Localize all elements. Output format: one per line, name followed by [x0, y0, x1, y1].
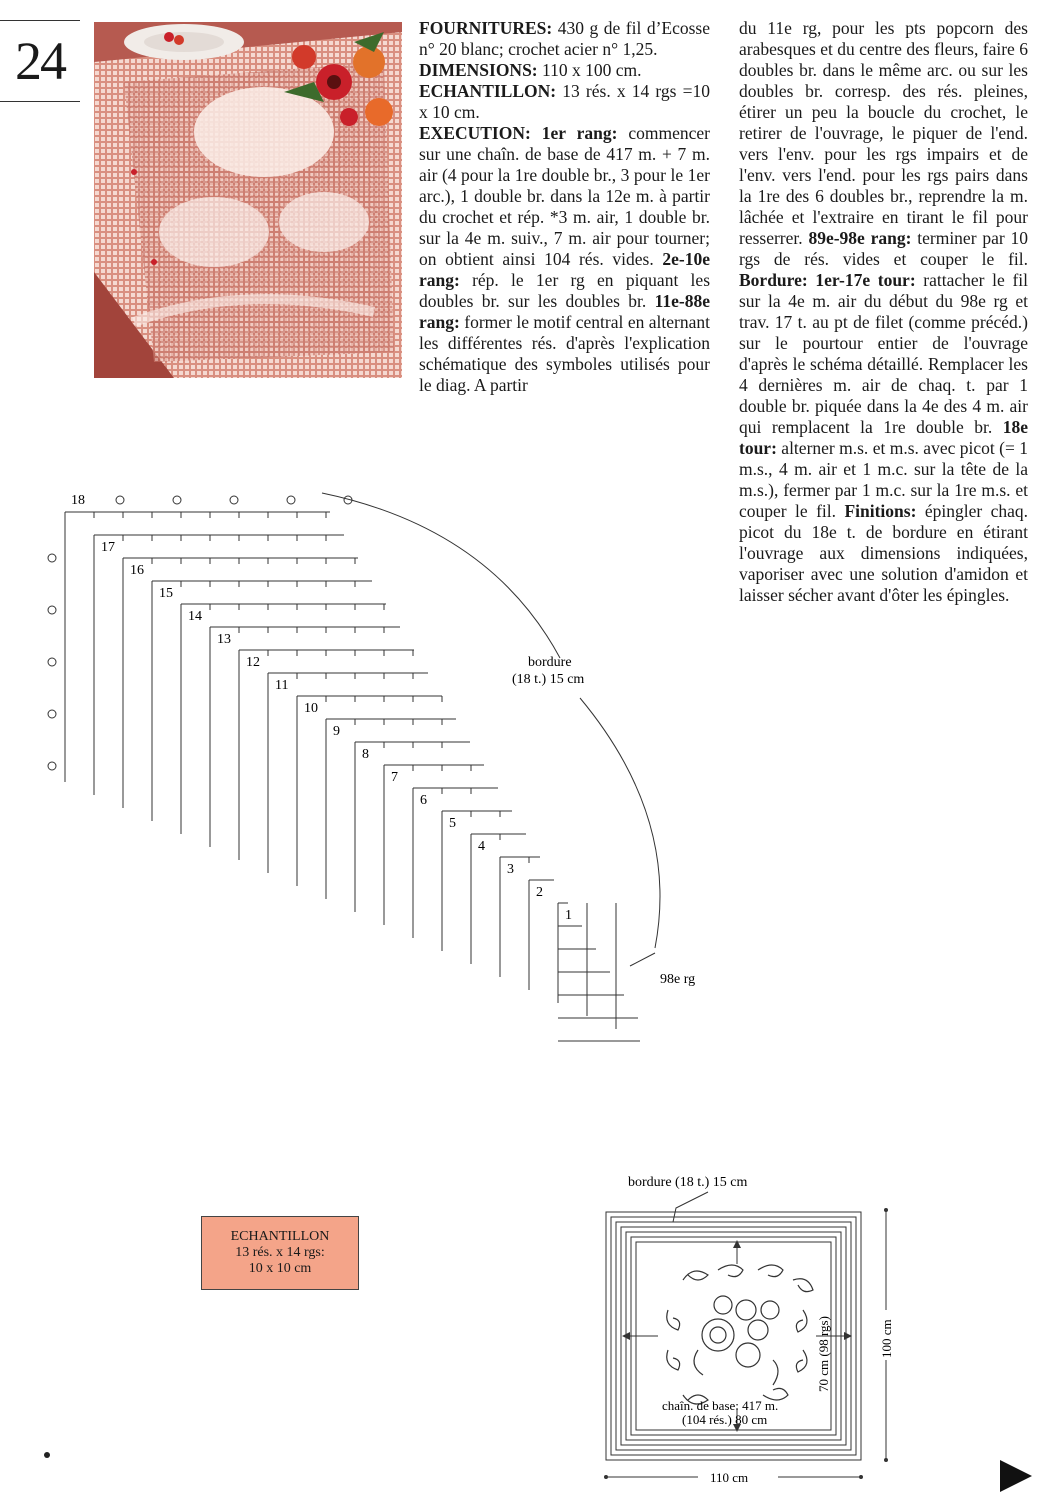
- round-label: 12: [246, 655, 260, 670]
- rows-11-88-text: former le motif central en alternant les différentes rés. d'après l'explication schématique des symboles utilisés pour le diag. A partir: [419, 312, 710, 395]
- supplies-label: FOURNITURES:: [419, 18, 553, 38]
- round-label: 14: [188, 609, 202, 624]
- tablecloth-photo: [94, 22, 402, 378]
- round-label: 13: [217, 632, 231, 647]
- rows-2-10-label: 2e-10e rang:: [419, 249, 710, 290]
- execution-text: commencer sur une chaîn. de base de 417 m. + 7 m. air (4 pour la 1re double br., 3 pour le 1er arc.), 1 double br. dans la 12e m. à partir du crochet et rép. *3 m. air, 1 double br. sur la 4e m. suiv., 7 m. air pour tourner; on obtient ainsi 104 rés. vides.: [419, 123, 710, 269]
- picot-mark: [48, 762, 56, 770]
- picot-mark: [230, 496, 238, 504]
- round-label: 18: [71, 493, 85, 508]
- finishing-label: Finitions:: [836, 501, 917, 521]
- sample-box-size: 10 x 10 cm: [248, 1261, 312, 1276]
- layout-schema: [598, 1170, 898, 1490]
- sample-box-gauge: 13 rés. x 14 rgs:: [235, 1245, 325, 1260]
- round-label: 3: [507, 862, 514, 877]
- finishing-text: épingler chaq. picot du 18e t. de bordure en étirant l'ouvrage aux dimensions indiquées, vaporiser avec une solution d'amidon et laisser sécher avant d'ôter les épingles.: [739, 501, 1028, 605]
- next-page-arrow-icon[interactable]: [998, 1458, 1034, 1494]
- round-18-label: 18e tour:: [739, 417, 1028, 458]
- picot-mark: [116, 496, 124, 504]
- picot-mark: [173, 496, 181, 504]
- schema-inner-height: 70 cm (98 rgs): [816, 1316, 831, 1392]
- rows-89-98-text: terminer par 10 rgs de rés. vides et couper le fil.: [739, 228, 1028, 269]
- sample-box-title: ECHANTILLON: [230, 1229, 330, 1244]
- round-label: 5: [449, 816, 456, 831]
- round-label: 8: [362, 747, 369, 762]
- schema-base-chain-line1: chaîn. de base: 417 m.: [662, 1398, 779, 1413]
- bordure-curve-upper: [322, 493, 560, 658]
- schema-outer-height: 100 cm: [879, 1319, 894, 1358]
- round-label: 4: [478, 839, 485, 854]
- round-label: 9: [333, 724, 340, 739]
- rose-motif: [667, 1265, 813, 1404]
- popcorn-text: du 11e rg, pour les pts popcorn des arabesques et du centre des fleurs, faire 6 doubles br. dans le même arc. ou sur les doubles br. corresp. des rés. pleines, étirer un peu la boucle du crochet, le retirer de l'ouvrage, le piquer de l'end. vers l'env. pour les rgs impairs et de l'env. vers l'end. pour les rgs pairs dans la 1re des 6 doubles br., reprendre la m. lâchée et l'extraire en tirant le fil pour resserrer.: [739, 18, 1028, 248]
- execution-label: EXECUTION: 1er rang:: [419, 123, 618, 143]
- bordure-curve-lower: [580, 698, 660, 948]
- schema-bordure-label: bordure (18 t.) 15 cm: [628, 1175, 748, 1190]
- round-label: 10: [304, 701, 318, 716]
- round-label: 17: [101, 540, 115, 555]
- round-18-text: alterner m.s. et m.s. avec picot (= 1 m.s., 4 m. air et 1 m.c. sur la tête de la m.s.), fermer par 1 m.c. sur la 1re m.s. et couper le fil.: [739, 438, 1028, 521]
- round-label: 16: [130, 563, 144, 578]
- round-label: 6: [420, 793, 427, 808]
- sample-box: [201, 1216, 359, 1290]
- round-label: 7: [391, 770, 398, 785]
- row-98-label: 98e rg: [660, 972, 696, 987]
- picot-mark: [48, 606, 56, 614]
- picot-mark: [48, 554, 56, 562]
- border-label: Bordure: 1er-17e tour:: [739, 270, 916, 290]
- border-text: rattacher le fil sur la 4e m. air du début du 98e rg et trav. 17 t. au pt de filet (comme précéd.) sur le pourtour entier de l'ouvrage d'après le schéma détaillé. Remplacer les 4 dernières m. air de chaq. t. par 1 double br. piquée dans la 4e des 4 m. air qui remplacent la 1re double br.: [739, 270, 1028, 437]
- page-mark: [44, 1452, 50, 1458]
- picot-mark: [48, 710, 56, 718]
- rows-89-98-label: 89e-98e rang:: [802, 228, 912, 248]
- round-label: 15: [159, 586, 173, 601]
- schema-outer-width: 110 cm: [710, 1470, 749, 1485]
- rows-2-10-text: rép. le 1er rg en piquant les doubles br. sur les doubles br.: [419, 270, 710, 311]
- bordure-label-line1: bordure: [528, 655, 572, 670]
- supplies-text: 430 g de fil d’Ecosse n° 20 blanc; crochet acier n° 1,25.: [419, 18, 710, 59]
- crochet-chart: [40, 488, 720, 1068]
- instructions-column-2: [739, 18, 1028, 606]
- instructions-column-1: [419, 18, 710, 396]
- picot-mark: [287, 496, 295, 504]
- round-label: 2: [536, 885, 543, 900]
- dimensions-text: 110 x 100 cm.: [537, 60, 642, 80]
- dimensions-label: DIMENSIONS:: [419, 60, 538, 80]
- gauge-label: ECHANTILLON:: [419, 81, 557, 101]
- round-label: 1: [565, 908, 572, 923]
- picot-mark: [48, 658, 56, 666]
- bordure-label-line2: (18 t.) 15 cm: [512, 672, 585, 687]
- page-number: 24: [0, 20, 80, 102]
- gauge-text: 13 rés. x 14 rgs =10 x 10 cm.: [419, 81, 710, 122]
- round-label: 11: [275, 678, 289, 693]
- rows-11-88-label: 11e-88e rang:: [419, 291, 710, 332]
- schema-base-chain-line2: (104 rés.) 80 cm: [682, 1412, 768, 1427]
